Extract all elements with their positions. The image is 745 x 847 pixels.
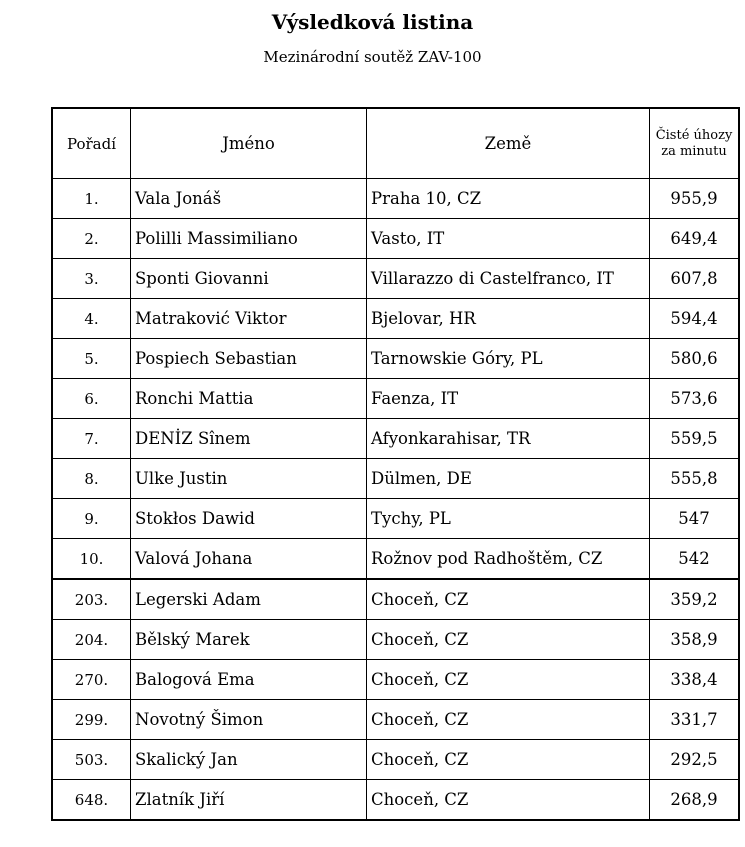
document-subtitle: Mezinárodní soutěž ZAV-100 bbox=[263, 48, 482, 66]
table-header-row bbox=[53, 109, 739, 179]
cell-country: Afyonkarahisar, TR bbox=[367, 419, 650, 459]
header-name: Jméno bbox=[131, 109, 367, 179]
cell-score: 555,8 bbox=[650, 459, 739, 499]
table-row bbox=[53, 459, 739, 499]
table-row bbox=[53, 339, 739, 379]
table-row bbox=[53, 299, 739, 339]
cell-country: Praha 10, CZ bbox=[367, 179, 650, 219]
cell-rank: 8. bbox=[53, 459, 131, 499]
cell-score: 268,9 bbox=[650, 780, 739, 820]
cell-rank: 204. bbox=[53, 620, 131, 660]
cell-country: Choceň, CZ bbox=[367, 620, 650, 660]
cell-name: Skalický Jan bbox=[131, 740, 367, 780]
cell-rank: 503. bbox=[53, 740, 131, 780]
cell-score: 331,7 bbox=[650, 700, 739, 740]
cell-name: Ulke Justin bbox=[131, 459, 367, 499]
cell-score: 542 bbox=[650, 539, 739, 580]
cell-rank: 5. bbox=[53, 339, 131, 379]
cell-country: Choceň, CZ bbox=[367, 740, 650, 780]
cell-score: 607,8 bbox=[650, 259, 739, 299]
cell-country: Vasto, IT bbox=[367, 219, 650, 259]
cell-score: 594,4 bbox=[650, 299, 739, 339]
table-row bbox=[53, 660, 739, 700]
cell-country: Dülmen, DE bbox=[367, 459, 650, 499]
cell-score: 955,9 bbox=[650, 179, 739, 219]
table-row bbox=[53, 499, 739, 539]
cell-rank: 270. bbox=[53, 660, 131, 700]
cell-name: Sponti Giovanni bbox=[131, 259, 367, 299]
cell-rank: 648. bbox=[53, 780, 131, 820]
table-row bbox=[53, 379, 739, 419]
document-title: Výsledková listina bbox=[271, 10, 474, 34]
cell-name: Zlatník Jiří bbox=[131, 780, 367, 820]
cell-country: Choceň, CZ bbox=[367, 579, 650, 620]
cell-rank: 1. bbox=[53, 179, 131, 219]
cell-rank: 9. bbox=[53, 499, 131, 539]
cell-score: 292,5 bbox=[650, 740, 739, 780]
table-row bbox=[53, 740, 739, 780]
cell-name: Polilli Massimiliano bbox=[131, 219, 367, 259]
cell-name: Pospiech Sebastian bbox=[131, 339, 367, 379]
cell-country: Faenza, IT bbox=[367, 379, 650, 419]
header-score: Čisté úhozy za minutu bbox=[650, 109, 739, 179]
table-row bbox=[53, 620, 739, 660]
header-rank: Pořadí bbox=[53, 109, 131, 179]
cell-country: Choceň, CZ bbox=[367, 700, 650, 740]
cell-name: Valová Johana bbox=[131, 539, 367, 580]
cell-name: Bělský Marek bbox=[131, 620, 367, 660]
cell-score: 358,9 bbox=[650, 620, 739, 660]
cell-country: Villarazzo di Castelfranco, IT bbox=[367, 259, 650, 299]
table-row bbox=[53, 579, 739, 620]
cell-name: Stokłos Dawid bbox=[131, 499, 367, 539]
table-row bbox=[53, 179, 739, 219]
table-row bbox=[53, 419, 739, 459]
cell-score: 547 bbox=[650, 499, 739, 539]
table-row bbox=[53, 539, 739, 580]
cell-country: Tarnowskie Góry, PL bbox=[367, 339, 650, 379]
cell-score: 359,2 bbox=[650, 579, 739, 620]
cell-country: Tychy, PL bbox=[367, 499, 650, 539]
cell-rank: 2. bbox=[53, 219, 131, 259]
cell-rank: 10. bbox=[53, 539, 131, 580]
cell-rank: 203. bbox=[53, 579, 131, 620]
cell-name: Balogová Ema bbox=[131, 660, 367, 700]
header-country: Země bbox=[367, 109, 650, 179]
table-row bbox=[53, 780, 739, 820]
cell-name: DENİZ Sînem bbox=[131, 419, 367, 459]
results-table bbox=[52, 108, 739, 820]
cell-score: 559,5 bbox=[650, 419, 739, 459]
table-row bbox=[53, 259, 739, 299]
cell-country: Choceň, CZ bbox=[367, 660, 650, 700]
table-row bbox=[53, 219, 739, 259]
cell-score: 573,6 bbox=[650, 379, 739, 419]
cell-name: Novotný Šimon bbox=[131, 700, 367, 740]
cell-name: Legerski Adam bbox=[131, 579, 367, 620]
cell-rank: 6. bbox=[53, 379, 131, 419]
cell-rank: 7. bbox=[53, 419, 131, 459]
cell-score: 580,6 bbox=[650, 339, 739, 379]
cell-name: Vala Jonáš bbox=[131, 179, 367, 219]
cell-name: Ronchi Mattia bbox=[131, 379, 367, 419]
cell-score: 338,4 bbox=[650, 660, 739, 700]
cell-country: Rožnov pod Radhoštěm, CZ bbox=[367, 539, 650, 580]
cell-country: Bjelovar, HR bbox=[367, 299, 650, 339]
cell-rank: 4. bbox=[53, 299, 131, 339]
table-row bbox=[53, 700, 739, 740]
cell-name: Matraković Viktor bbox=[131, 299, 367, 339]
cell-rank: 299. bbox=[53, 700, 131, 740]
cell-score: 649,4 bbox=[650, 219, 739, 259]
cell-country: Choceň, CZ bbox=[367, 780, 650, 820]
cell-rank: 3. bbox=[53, 259, 131, 299]
